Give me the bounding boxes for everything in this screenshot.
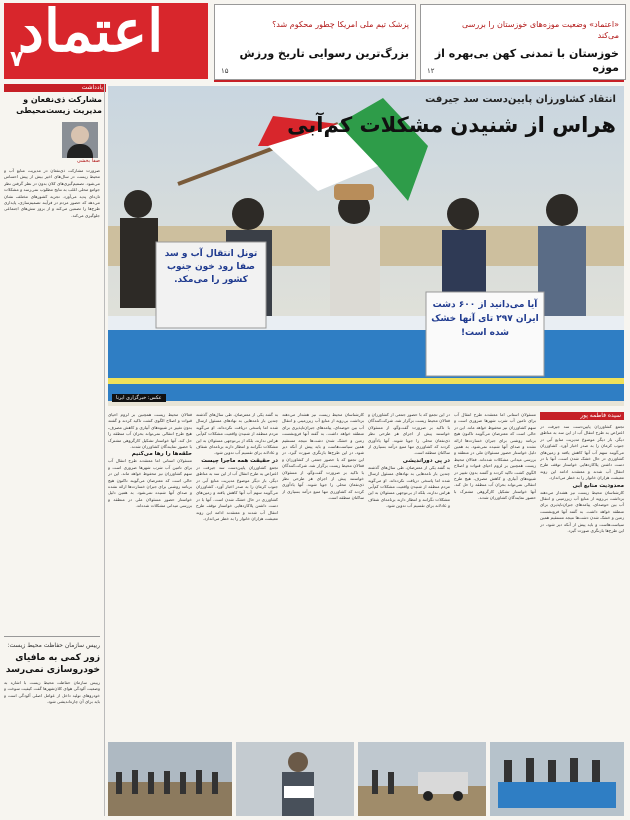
lead-column-text: فعالان محیط زیست همچنین بر لزوم احیای قنوات و اصلاح الگوی کشت تاکید کردند و گفتند بدون تغییر در شیوه‌های آبیاری و کاهش مصرف، هیچ طرح انتقالی نمی‌تواند بحران آب منطقه را حل کند. آنها خواستار تشکیل کارگروهی مشترک با حضور نمایندگان کشاورزان شدند. [454, 456, 536, 501]
lead-kicker: انتقاد کشاورزان پایین‌دست سد جیرفت [425, 94, 616, 105]
banner-photo-icon [490, 742, 624, 816]
lead-subhead: حلقه‌ها را رها می‌کنیم [131, 451, 192, 458]
lead-column-text: کارشناسان محیط زیست نیز هشدار می‌دهند برداشت بی‌رویه از منابع آب زیرزمینی و انتقال آب بین حوضه‌ای، پیامدهای جبران‌ناپذیری برای منطقه خواهد داشت. به گفته آنها فرونشست زمین و خشک شدن دشت‌ها نتیجه مستقیم همین سیاست‌هاست و باید پیش از آنکه دیر شود، در این طرح‌ها بازنگری صورت گیرد. [540, 489, 624, 534]
teaser-page-number: ۱۵ [221, 67, 229, 75]
opinion-body: ضرورت مشارکت ذی‌نفعان در مدیریت منابع آب و محیط زیست در سال‌های اخیر بیش از پیش احساس می‌شود. تصمیم‌گیری‌های کلان بدون در نظر گرفتن نظر جوامع محلی اغلب به نتایج مطلوب نمی‌رسد و مشکلات تازه‌ای پدید می‌آورد. تجربه کشورهای مختلف نشان می‌دهد که حضور مردم در فرآیند تصمیم‌سازی، پایداری طرح‌ها را تضمین می‌کند و از بروز تنش‌های اجتماعی جلوگیری می‌کند. [4, 168, 100, 218]
logo-text: اعتماد [18, 0, 164, 65]
bottom-photo-2[interactable] [236, 742, 354, 816]
divider [104, 84, 105, 816]
bottom-photo-3[interactable] [358, 742, 486, 816]
lead-column-text: مسئولان استانی اما معتقدند طرح انتقال آب برای تامین آب شرب شهرها ضروری است و سهم کشاورزان نیز محفوظ خواهد ماند. این در حالی است که معترضان می‌گویند تاکنون هیچ برنامه روشنی برای جبران خسارت‌ها ارائه نشده و صدای آنها شنیده نمی‌شود. به همین دلیل خواستار حضور مسئولان ملی در منطقه و بررسی میدانی مشکلات شده‌اند. [454, 412, 536, 462]
lead-column-text: تجمع کشاورزان پایین‌دست سد جیرفت در اعتراض به طرح انتقال آب از این سد به مناطق دیگر، بار دیگر موضوع مدیریت منابع آبی در جنوب کرمان را به صدر اخبار آورد. کشاورزان می‌گویند سهم آب آنها کاهش یافته و زمین‌های کشاورزی در حال خشک شدن است. آنها با در دست داشتن پلاکاردهایی خواستار توقف طرح انتقال آب شدند و معتقدند ادامه این روند معیشت هزاران خانوار را به خطر می‌اندازد. [196, 464, 278, 522]
vehicle-photo-icon [358, 742, 486, 816]
lead-subhead: محدودیت منابع آبی [572, 482, 624, 489]
photo-caption: عکس: خبرگزاری ایرنا [112, 394, 166, 402]
lead-section-label: سیده فاطمه پور [540, 412, 624, 420]
teaser-box-sport[interactable] [214, 4, 416, 80]
teaser-headline: بزرگ‌ترین رسوایی تاریخ ورزش [239, 47, 409, 60]
teaser-kicker: «اعتماد» وضعیت موزه‌های خوزستان را بررسی می‌کند [461, 20, 619, 40]
lead-column [108, 412, 192, 734]
opinion-title: مشارکت ذی‌نفعان و مدیریت زیست‌محیطی [16, 95, 102, 115]
teaser-headline: خوزستان با تمدنی کهن بی‌بهره از موزه [434, 47, 619, 74]
lead-column [454, 412, 536, 734]
portrait-photo-icon [236, 742, 354, 816]
masthead-logo[interactable] [4, 0, 208, 79]
lead-subhead: در حقیقت همه ماجرا چیست [201, 457, 278, 464]
lead-column-text: مسئولان استانی اما معتقدند طرح انتقال آب برای تامین آب شرب شهرها ضروری است و سهم کشاورزان نیز محفوظ خواهد ماند. این در حالی است که معترضان می‌گویند تاکنون هیچ برنامه روشنی برای جبران خسارت‌ها ارائه نشده و صدای آنها شنیده نمی‌شود. به همین دلیل خواستار حضور مسئولان ملی در منطقه و بررسی میدانی مشکلات شده‌اند. [108, 458, 192, 509]
teaser-box-museum[interactable] [420, 4, 626, 80]
lead-column [368, 412, 450, 734]
teaser-page-number: ۱۲ [427, 67, 435, 75]
crowd-photo-icon [108, 742, 232, 816]
author-avatar [62, 122, 98, 158]
sign-left-text: تونل انتقال آب و سد صفا رود خون جنوب کشور را می‌مکد. [164, 249, 258, 285]
lead-column-text: در این تجمع که با حضور جمعی از کشاورزان و فعالان محیط زیست برگزار شد، شرکت‌کنندگان با تاکید بر ضرورت گفت‌وگو، از مسئولان خواستند پیش از اجرای هر طرحی نظر ذی‌نفعان محلی را جویا شوند. آنها یادآوری کردند که کشاورزی تنها منبع درآمد بسیاری از ساکنان منطقه است. [368, 412, 450, 456]
teaser-kicker: پزشک تیم ملی امریکا چطور محکوم شد؟ [272, 20, 409, 29]
lead-column-text: به گفته یکی از معترضان، طی سال‌های گذشته چندین بار نامه‌هایی به نهادهای مسئول ارسال شده اما پاسخی دریافت نکرده‌اند. او می‌گوید مردم منطقه از شنیدن واقعیت مشکلات کم‌آبی هراس ندارند، بلکه از بی‌توجهی مسئولان به این مشکلات نگرانند و انتظار دارند برنامه‌ای شفاف و عادلانه برای تقسیم آب تدوین شود. [196, 412, 278, 456]
issue-number: ۷ [10, 47, 24, 72]
lead-subhead: در پی دوراندیشی [402, 457, 450, 464]
lead-column-text: تجمع کشاورزان پایین‌دست سد جیرفت در اعتراض به طرح انتقال آب از این سد به مناطق دیگر، بار دیگر موضوع مدیریت منابع آبی در جنوب کرمان را به صدر اخبار آورد. کشاورزان می‌گویند سهم آب آنها کاهش یافته و زمین‌های کشاورزی در حال خشک شدن است. آنها با در دست داشتن پلاکاردهایی خواستار توقف طرح انتقال آب شدند و معتقدند ادامه این روند معیشت هزاران خانوار را به خطر می‌اندازد. [540, 424, 624, 481]
lead-column [540, 424, 624, 734]
lead-column-text: کارشناسان محیط زیست نیز هشدار می‌دهند برداشت بی‌رویه از منابع آب زیرزمینی و انتقال آب بین حوضه‌ای، پیامدهای جبران‌ناپذیری برای منطقه خواهد داشت. به گفته آنها فرونشست زمین و خشک شدن دشت‌ها نتیجه مستقیم همین سیاست‌هاست و باید پیش از آنکه دیر شود، در این طرح‌ها بازنگری صورت گیرد. [282, 412, 364, 456]
bottom-photo-1[interactable] [108, 742, 232, 816]
sidebar-bottom-headline[interactable]: زور کمی به مافیای خودروسازی نمی‌رسد [5, 653, 100, 675]
lead-column [196, 412, 278, 734]
lead-column-text: در این تجمع که با حضور جمعی از کشاورزان و فعالان محیط زیست برگزار شد، شرکت‌کنندگان با تاکید بر ضرورت گفت‌وگو، از مسئولان خواستند پیش از اجرای هر طرحی نظر ذی‌نفعان محلی را جویا شوند. آنها یادآوری کردند که کشاورزی تنها منبع درآمد بسیاری از ساکنان منطقه است. [282, 450, 364, 501]
divider [4, 636, 100, 637]
lead-column-text: فعالان محیط زیست همچنین بر لزوم احیای قنوات و اصلاح الگوی کشت تاکید کردند و گفتند بدون تغییر در شیوه‌های آبیاری و کاهش مصرف، هیچ طرح انتقالی نمی‌تواند بحران آب منطقه را حل کند. آنها خواستار تشکیل کارگروهی مشترک با حضور نمایندگان کشاورزان شدند. [108, 412, 192, 450]
lead-photo[interactable] [108, 86, 624, 406]
lead-headline[interactable]: هراس از شنیدن مشکلات کم‌آبی [287, 113, 616, 137]
hat-icon [334, 184, 374, 200]
sign-right-text: آیا می‌دانید از ۶۰۰ دشت ایران ۲۹۷ تای آنها خشک شده است! [431, 300, 539, 338]
sidebar-bottom-body: رییس سازمان حفاظت محیط زیست با اشاره به وضعیت آلودگی هوای کلان‌شهرها گفت کیفیت سوخت و خودروهای تولید داخل از عوامل اصلی آلودگی است و باید برای آن چاره‌اندیشی شود. [4, 680, 100, 705]
author-portrait-icon [67, 144, 93, 158]
sidebar-section-label: یادداشت [4, 84, 106, 92]
author-portrait-icon [71, 126, 89, 144]
bottom-photo-4[interactable] [490, 742, 624, 816]
lead-column-text: به گفته یکی از معترضان، طی سال‌های گذشته چندین بار نامه‌هایی به نهادهای مسئول ارسال شده اما پاسخی دریافت نکرده‌اند. او می‌گوید مردم منطقه از شنیدن واقعیت مشکلات کم‌آبی هراس ندارند، بلکه از بی‌توجهی مسئولان به این مشکلات نگرانند و انتظار دارند برنامه‌ای شفاف و عادلانه برای تقسیم آب تدوین شود. [368, 464, 450, 509]
lead-column [282, 412, 364, 734]
divider [214, 80, 624, 82]
sidebar-bottom-kicker: رییس سازمان حفاظت محیط زیست: [7, 642, 100, 649]
author-name: صفا بخشی [76, 158, 100, 164]
